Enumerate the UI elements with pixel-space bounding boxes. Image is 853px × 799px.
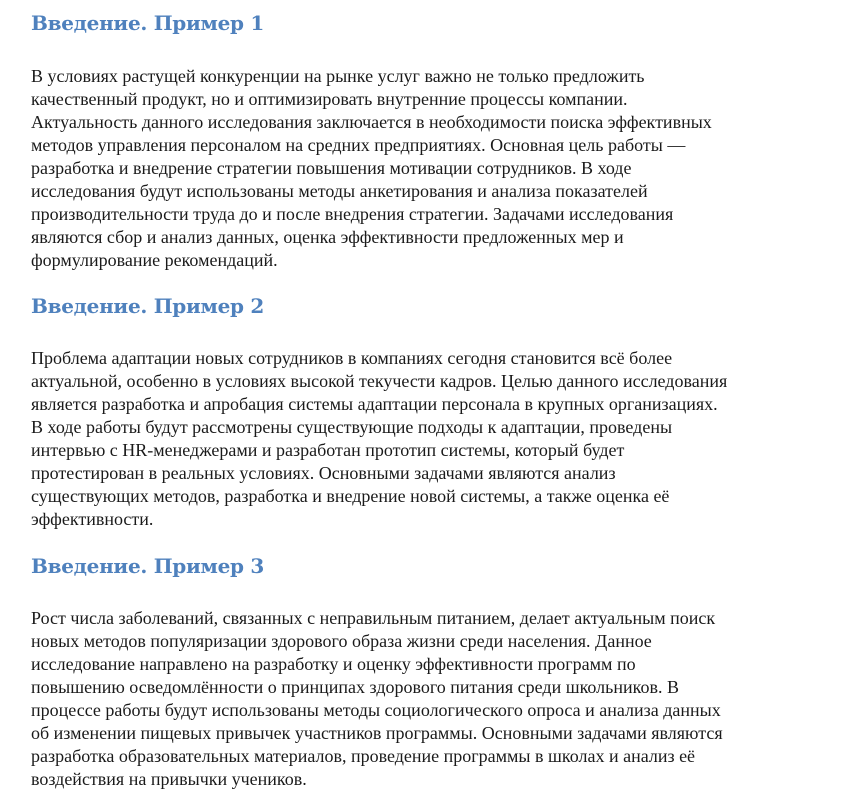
paragraph-line: В ходе работы будут рассмотрены существующие подходы к адаптации, проведены (31, 417, 673, 437)
section-heading-2: Введение. Пример 2 (31, 294, 264, 318)
paragraph-line: интервью с HR-менеджерами и разработан прототип системы, который будет (31, 440, 625, 460)
paragraph-line: формулирование рекомендаций. (31, 250, 278, 270)
paragraph-line: являются сбор и анализ данных, оценка эффективности предложенных мер и (31, 227, 624, 247)
paragraph-line: является разработка и апробация системы адаптации персонала в крупных организациях. (31, 394, 718, 414)
paragraph-line: В условиях растущей конкуренции на рынке услуг важно не только предложить (31, 66, 645, 86)
paragraph-line: исследования будут использованы методы анкетирования и анализа показателей (31, 181, 648, 201)
paragraph-line: повышению осведомлённости о принципах здорового питания среди школьников. В (31, 677, 679, 697)
paragraph-line: качественный продукт, но и оптимизировать внутренние процессы компании. (31, 89, 628, 109)
paragraph-line: Актуальность данного исследования заключается в необходимости поиска эффективных (31, 112, 712, 132)
paragraph-line: методов управления персоналом на средних предприятиях. Основная цель работы — (31, 135, 686, 155)
section-paragraph-3 (31, 607, 723, 791)
paragraph-line: эффективности. (31, 509, 154, 529)
section-heading-1: Введение. Пример 1 (31, 11, 264, 35)
section-paragraph-1 (31, 65, 712, 272)
section-heading-3: Введение. Пример 3 (31, 554, 264, 578)
paragraph-line: протестирован в реальных условиях. Основными задачами являются анализ (31, 463, 616, 483)
paragraph-line: воздействия на привычки учеников. (31, 769, 307, 789)
paragraph-line: разработка и внедрение стратегии повышения мотивации сотрудников. В ходе (31, 158, 632, 178)
paragraph-line: актуальной, особенно в условиях высокой текучести кадров. Целью данного исследования (31, 371, 728, 391)
paragraph-line: Рост числа заболеваний, связанных с неправильным питанием, делает актуальным поиск (31, 608, 716, 628)
paragraph-line: существующих методов, разработка и внедрение новой системы, а также оценка её (31, 486, 670, 506)
paragraph-line: производительности труда до и после внедрения стратегии. Задачами исследования (31, 204, 674, 224)
paragraph-line: Проблема адаптации новых сотрудников в компаниях сегодня становится всё более (31, 348, 673, 368)
paragraph-line: исследование направлено на разработку и оценку эффективности программ по (31, 654, 636, 674)
paragraph-line: новых методов популяризации здорового образа жизни среди населения. Данное (31, 631, 652, 651)
paragraph-line: процессе работы будут использованы методы социологического опроса и анализа данных (31, 700, 721, 720)
paragraph-line: разработка образовательных материалов, проведение программы в школах и анализ её (31, 746, 696, 766)
paragraph-line: об изменении пищевых привычек участников программы. Основными задачами являются (31, 723, 723, 743)
section-paragraph-2 (31, 347, 727, 531)
